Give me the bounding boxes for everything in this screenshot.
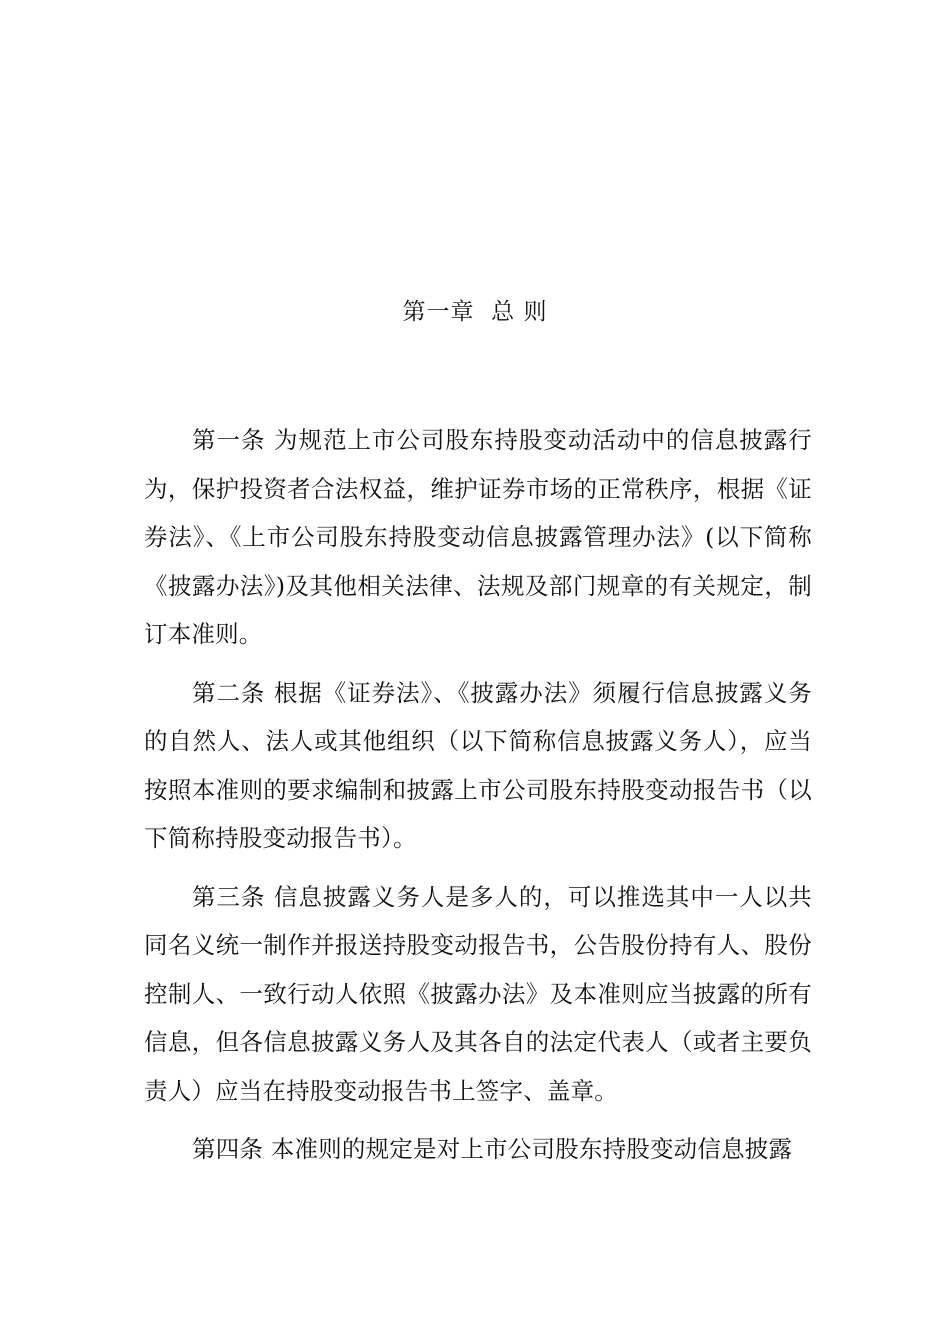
article-number: 第二条 <box>192 678 266 707</box>
article-text: 信息披露义务人是多人的，可以推选其中一人以共同名义统一制作并报送持股变动报告书，公告股份持有人、股份控制人、一致行动人依照《披露办法》及本准则应当披露的所有信息，但各信息披露义务人及其各自的法定代表人（或者主要负责人）应当在持股变动报告书上签字、盖章。 <box>144 882 812 1105</box>
document-body <box>144 416 812 1184</box>
article-text: 为规范上市公司股东持股变动活动中的信息披露行为，保护投资者合法权益，维护证券市场的正常秩序，根据《证券法》、《上市公司股东持股变动信息披露管理办法》(以下简称《披露办法》)及其他相关法律、法规及部门规章的有关规定，制订本准则。 <box>144 426 812 648</box>
article-3 <box>144 873 812 1116</box>
article-separator <box>263 1135 271 1163</box>
article-number: 第四条 <box>192 1135 264 1163</box>
article-separator <box>265 883 273 911</box>
article-text: 根据《证券法》、《披露办法》须履行信息披露义务的自然人、法人或其他组织（以下简称信息披露义务人），应当按照本准则的要求编制和披露上市公司股东持股变动报告书（以下简称持股变动报告书）。 <box>144 678 813 852</box>
article-text: 本准则的规定是对上市公司股东持股变动信息披露 <box>270 1135 793 1163</box>
article-separator <box>265 426 273 454</box>
article-2 <box>144 669 812 863</box>
article-4 <box>144 1125 812 1174</box>
article-number: 第一条 <box>192 426 266 454</box>
article-separator <box>265 679 273 707</box>
article-number: 第三条 <box>192 882 266 911</box>
article-1 <box>144 416 812 659</box>
chapter-title: 第一章 总 则 <box>402 299 548 325</box>
